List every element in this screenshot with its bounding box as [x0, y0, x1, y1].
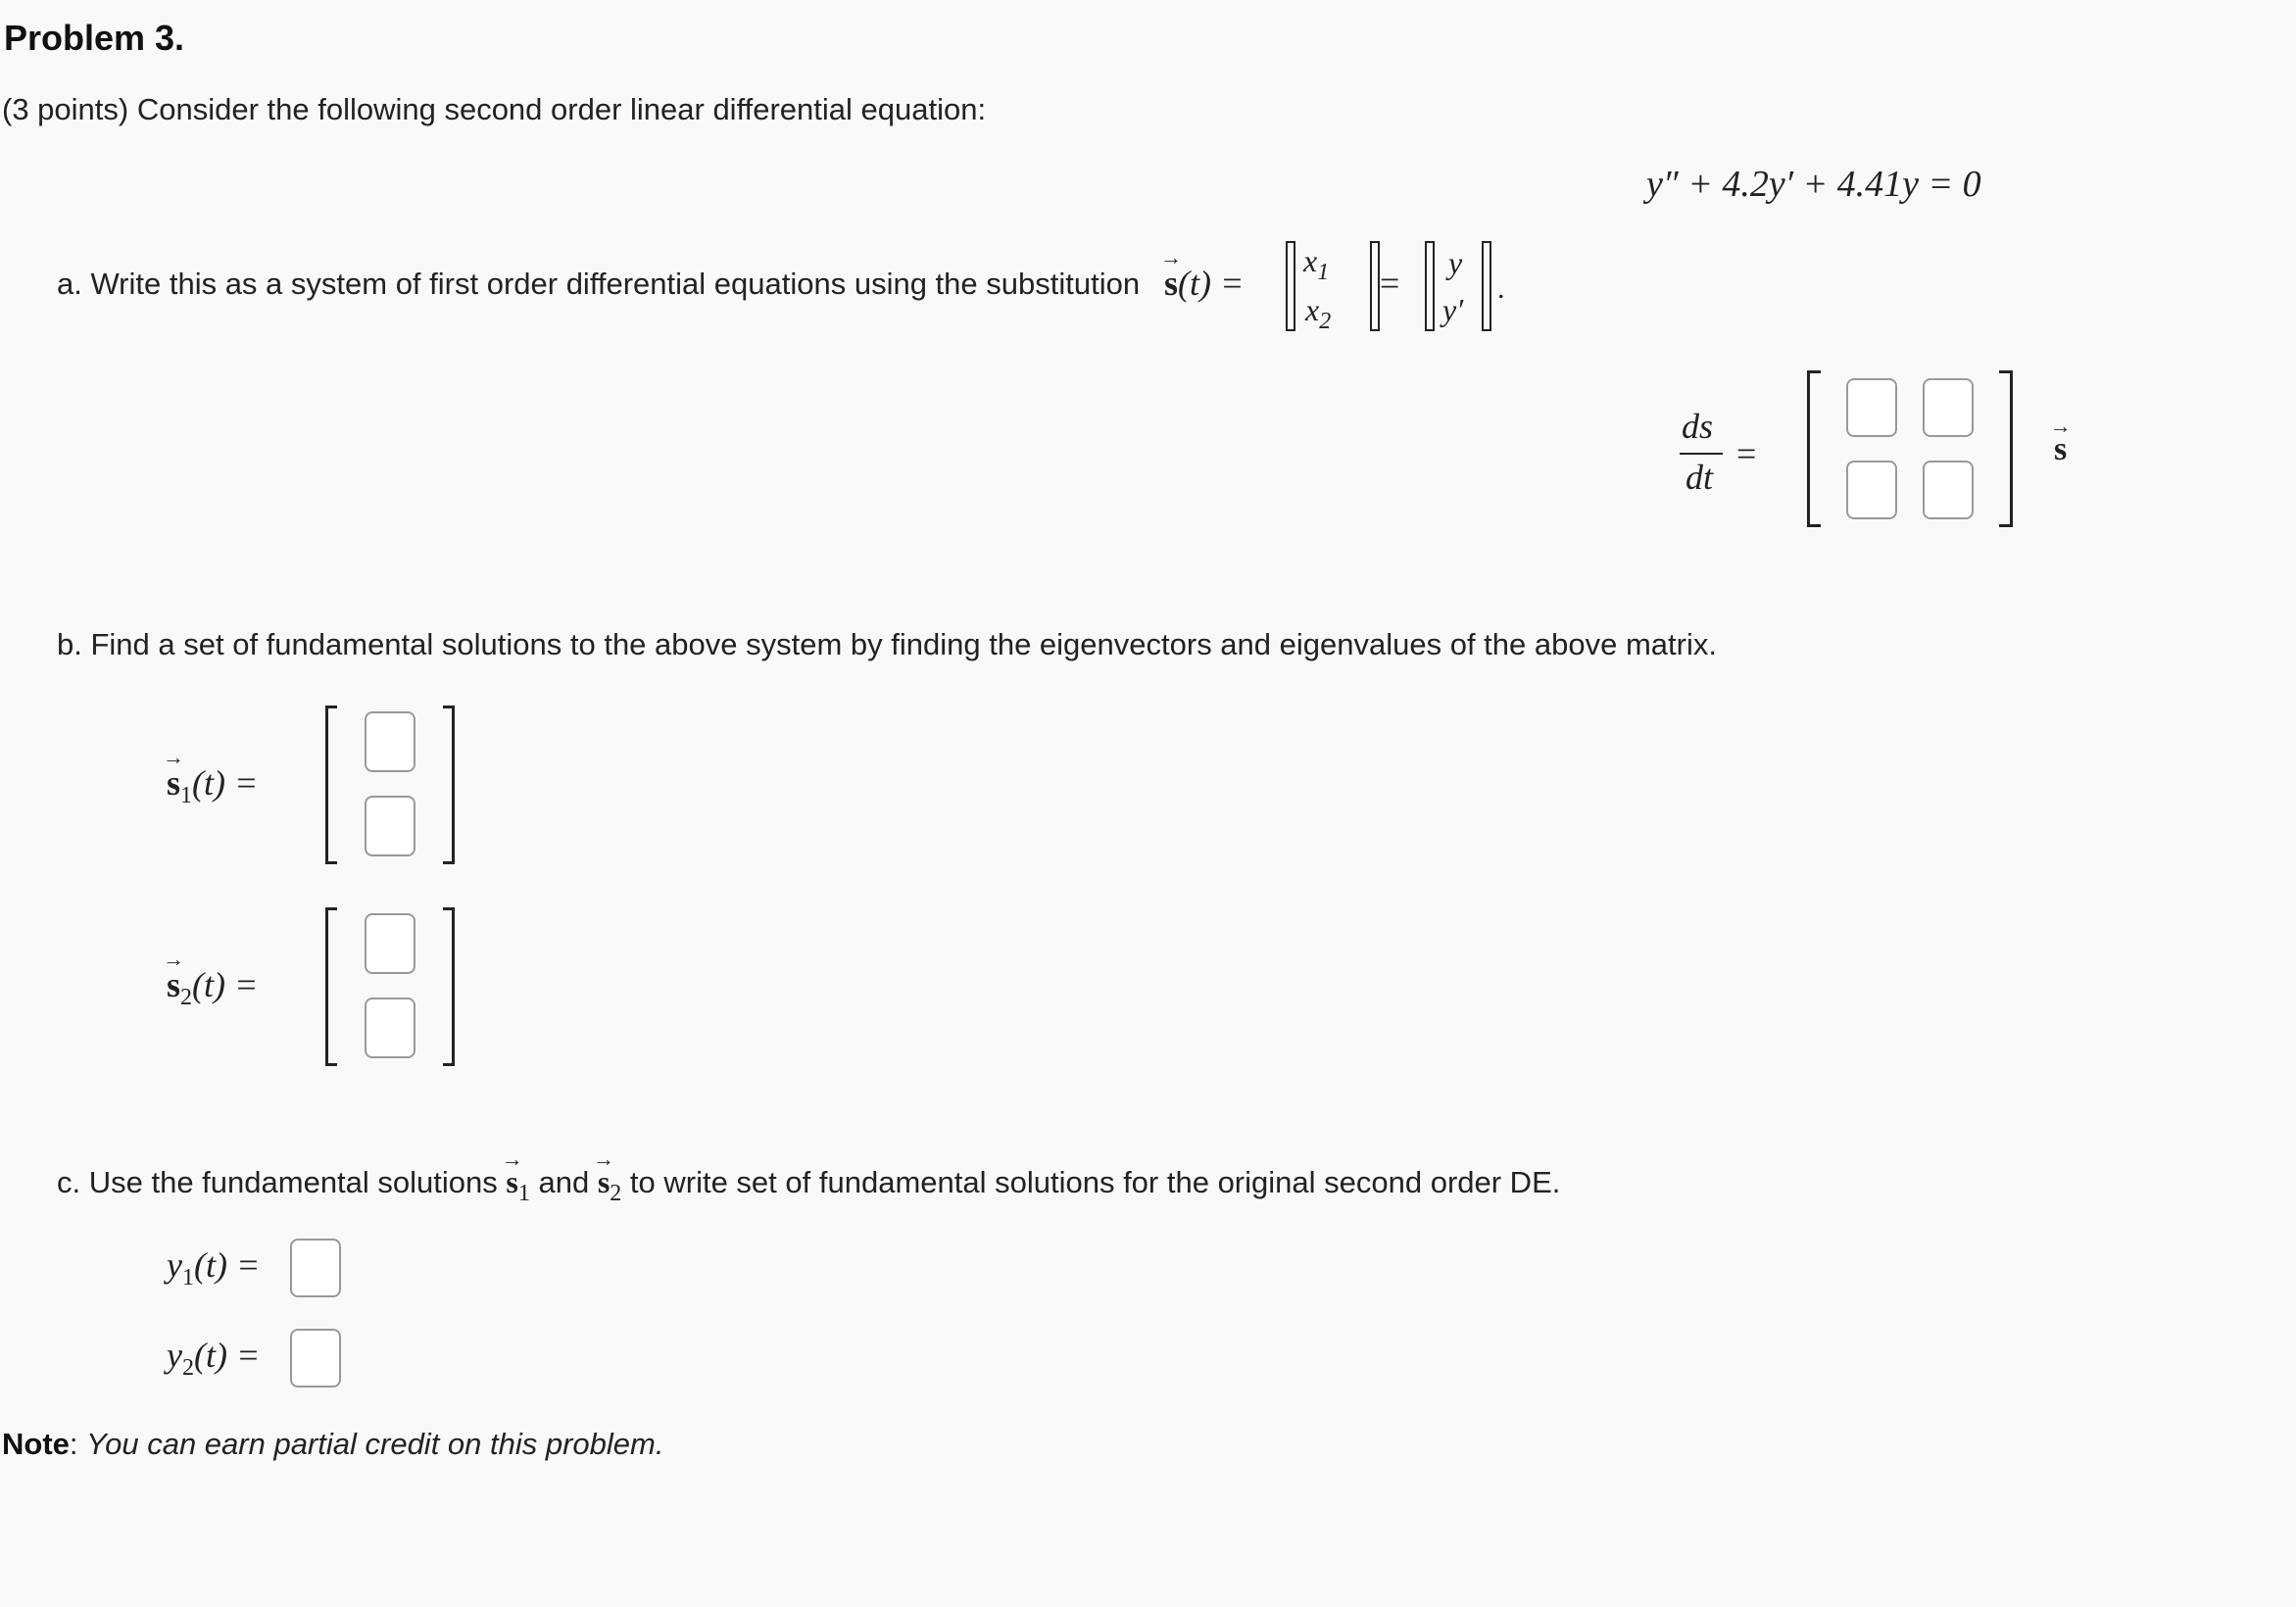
- matrix-a-left-bracket: [1807, 370, 1821, 527]
- ds-numerator: ds: [1682, 407, 1714, 446]
- y1-input[interactable]: [290, 1239, 341, 1297]
- y1-label: $y_1(t)$ =: [167, 1245, 261, 1290]
- s1-label: → $s_1(t)$ =: [167, 762, 258, 809]
- matrix-a11-input[interactable]: [1846, 378, 1897, 437]
- matrix-y-right-bracket: [1482, 241, 1491, 331]
- s1-left-bracket: [325, 706, 337, 864]
- matrix-a-right-bracket: [1999, 370, 2013, 527]
- equals-sign: =: [1380, 264, 1400, 303]
- main-equation: y″ + 4.2y′ + 4.41y = 0: [1646, 164, 1981, 205]
- matrix-a22-input[interactable]: [1923, 461, 1974, 519]
- matrix-a12-input[interactable]: [1923, 378, 1974, 437]
- part-a-text: a. Write this as a system of first order differential equations using the substitution: [57, 267, 1141, 301]
- note-label: Note: [2, 1427, 70, 1461]
- s2-right-bracket: [443, 907, 455, 1066]
- part-c-text: c. Use the fundamental solutions → $s_1$ and → $s_2$ to write set of fundamental solutions for the original second order DE.: [57, 1164, 1560, 1207]
- matrix-x-left-bracket: [1286, 241, 1295, 331]
- y-prime-entry: y′: [1442, 292, 1464, 327]
- s2-label: → $s_2(t)$ =: [167, 964, 258, 1011]
- dsdt-equals: =: [1736, 434, 1757, 473]
- note-text: You can earn partial credit on this problem.: [86, 1427, 664, 1461]
- s2-top-input[interactable]: [365, 913, 415, 974]
- problem-title: Problem 3.: [4, 18, 185, 58]
- s2-bottom-input[interactable]: [365, 998, 415, 1058]
- substitution-lhs: [1164, 263, 1244, 304]
- s2-left-bracket: [325, 907, 337, 1066]
- s-vector-symbol: → s: [1164, 263, 1178, 304]
- y2-label: $y_2(t)$ =: [167, 1336, 261, 1381]
- x1-entry: $x_1$: [1303, 243, 1330, 285]
- period: .: [1497, 272, 1505, 305]
- dt-denominator: dt: [1685, 458, 1714, 497]
- fraction-line: [1680, 453, 1723, 455]
- matrix-a21-input[interactable]: [1846, 461, 1897, 519]
- y-entry: y: [1448, 245, 1463, 280]
- x2-entry: $x_2$: [1305, 292, 1332, 334]
- subst-arg: (t) =: [1178, 264, 1245, 303]
- s1-top-input[interactable]: [365, 711, 415, 772]
- part-b-text: b. Find a set of fundamental solutions to the above system by finding the eigenvectors and eigenvalues of the above matrix.: [57, 627, 1717, 661]
- note: Note: You can earn partial credit on this problem.: [2, 1427, 664, 1461]
- y2-input[interactable]: [290, 1329, 341, 1388]
- matrix-x-right-bracket: [1370, 241, 1380, 331]
- rhs-s-vector: → s: [2054, 431, 2067, 468]
- s1-right-bracket: [443, 706, 455, 864]
- matrix-y-left-bracket: [1425, 241, 1435, 331]
- s1-bottom-input[interactable]: [365, 796, 415, 856]
- problem-intro: (3 points) Consider the following second order linear differential equation:: [2, 92, 987, 126]
